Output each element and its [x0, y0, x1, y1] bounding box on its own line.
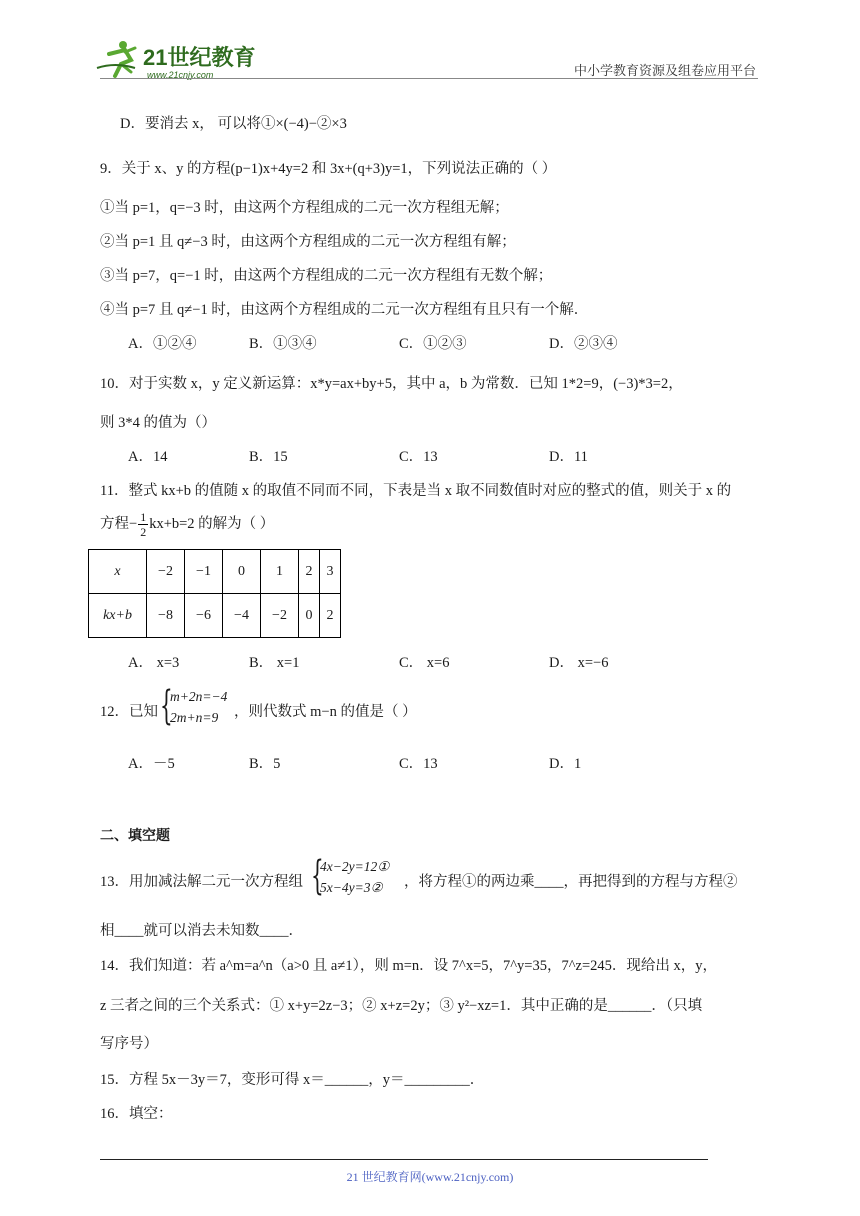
table-cell: 1	[261, 550, 299, 594]
q11-fraction	[138, 510, 148, 539]
q11-option-a[interactable]: A． x=3	[128, 655, 180, 671]
logo-text: 21世纪教育	[143, 45, 255, 70]
q10-option-a[interactable]: A．14	[128, 449, 168, 465]
q13-brace: {	[311, 853, 324, 899]
header-platform-name: 中小学教育资源及组卷应用平台	[573, 63, 756, 78]
q11-fraction-denominator: 2	[140, 525, 147, 539]
section-title-fill-in: 二、填空题	[100, 827, 170, 843]
q13-stem-part-a: 13．用加减法解二元一次方程组	[100, 874, 303, 890]
table-row	[89, 550, 341, 594]
q11-stem: 11．整式 kx+b 的值随 x 的取值不同而不同，下表是当 x 取不同数值时对应的整式的值，则关于 x 的	[100, 483, 732, 499]
table-cell: 0	[223, 550, 261, 594]
q9-statement-3: ③当 p=7，q=−1 时，由这两个方程组成的二元一次方程组有无数个解；	[100, 268, 553, 284]
q9-option-a[interactable]: A．①②④	[128, 336, 197, 352]
table-row	[89, 594, 341, 638]
table-header-cell: x	[89, 550, 147, 594]
q12-equation-2: 2m+n=9	[170, 710, 219, 725]
q10-stem: 10．对于实数 x，y 定义新运算：x*y=ax+by+5，其中 a，b 为常数．已知 1*2=9，(−3)*3=2，	[100, 376, 683, 392]
q14-line-3: 写序号）	[100, 1036, 158, 1052]
q12-option-a[interactable]: A．－5	[128, 756, 175, 772]
q16-stem: 16．填空：	[100, 1106, 173, 1122]
q9-option-b[interactable]: B．①③④	[249, 336, 317, 352]
q15-stem: 15．方程 5x－3y＝7，变形可得 x＝______，y＝_________．	[100, 1072, 485, 1088]
site-logo	[95, 38, 255, 82]
table-cell: −4	[223, 594, 261, 638]
footer-website[interactable]: 21 世纪教育网(www.21cnjy.com)	[346, 1170, 514, 1184]
q13-stem-continued: 相____就可以消去未知数____．	[100, 923, 303, 939]
table-header-cell: kx+b	[89, 594, 147, 638]
q10-option-b[interactable]: B．15	[249, 449, 288, 465]
q13-equation-1: 4x−2y=12①	[320, 859, 390, 874]
q8-option-d: D．要消去 x， 可以将①×(−4)−②×3	[120, 116, 347, 132]
q11-option-c[interactable]: C． x=6	[399, 655, 450, 671]
q11-option-d[interactable]: D． x=−6	[549, 655, 609, 671]
q12-equation-1: m+2n=−4	[170, 689, 228, 704]
q12-brace: {	[160, 683, 173, 729]
q11-value-table	[88, 549, 341, 638]
table-cell: 0	[299, 594, 320, 638]
q9-option-c[interactable]: C．①②③	[399, 336, 467, 352]
table-cell: −6	[185, 594, 223, 638]
q10-stem-continued: 则 3*4 的值为（）	[100, 415, 216, 431]
q11-stem-continued	[100, 510, 274, 539]
q12-option-d[interactable]: D．1	[549, 756, 582, 772]
q13-equation-system	[320, 856, 389, 898]
q9-statement-4: ④当 p=7 且 q≠−1 时，由这两个方程组成的二元一次方程组有且只有一个解．	[100, 302, 589, 318]
q11-option-b[interactable]: B． x=1	[249, 655, 300, 671]
logo-url: www.21cnjy.com	[147, 70, 214, 80]
q9-option-d[interactable]: D．②③④	[549, 336, 618, 352]
q9-stem: 9．关于 x、y 的方程(p−1)x+4y=2 和 3x+(q+3)y=1，下列说法正确的（ ）	[100, 161, 557, 177]
q9-statement-2: ②当 p=1 且 q≠−3 时，由这两个方程组成的二元一次方程组有解；	[100, 234, 516, 250]
q9-statement-1: ①当 p=1，q=−3 时，由这两个方程组成的二元一次方程组无解；	[100, 200, 509, 216]
q14-line-1: 14．我们知道：若 a^m=a^n（a>0 且 a≠1），则 m=n．设 7^x=5，7^y=35，7^z=245．现给出 x，y，	[100, 958, 718, 974]
header-divider	[100, 78, 758, 79]
q12-option-c[interactable]: C．13	[399, 756, 438, 772]
q11-stem-part-b: kx+b=2 的解为（ ）	[149, 515, 275, 532]
q12-equation-system	[170, 686, 227, 728]
q12-stem-part-b: ，则代数式 m−n 的值是（ ）	[234, 704, 417, 720]
q13-equation-2: 5x−4y=3②	[320, 880, 383, 895]
table-cell: −2	[261, 594, 299, 638]
q14-line-2: z 三者之间的三个关系式：① x+y=2z−3；② x+z=2y；③ y²−xz=1．其中正确的是______．（只填	[100, 998, 703, 1014]
q12-stem-part-a: 12．已知	[100, 704, 158, 720]
q13-stem-part-b: ，将方程①的两边乘____，再把得到的方程与方程②	[404, 874, 738, 890]
table-cell: 2	[320, 594, 341, 638]
q11-fraction-numerator: 1	[140, 510, 147, 524]
table-cell: −8	[147, 594, 185, 638]
footer-divider	[100, 1159, 708, 1160]
q12-option-b[interactable]: B．5	[249, 756, 281, 772]
q10-option-d[interactable]: D．11	[549, 449, 588, 465]
table-cell: 3	[320, 550, 341, 594]
table-cell: −1	[185, 550, 223, 594]
table-cell: 2	[299, 550, 320, 594]
table-cell: −2	[147, 550, 185, 594]
q10-option-c[interactable]: C．13	[399, 449, 438, 465]
q11-stem-part-a: 方程−	[100, 515, 138, 532]
